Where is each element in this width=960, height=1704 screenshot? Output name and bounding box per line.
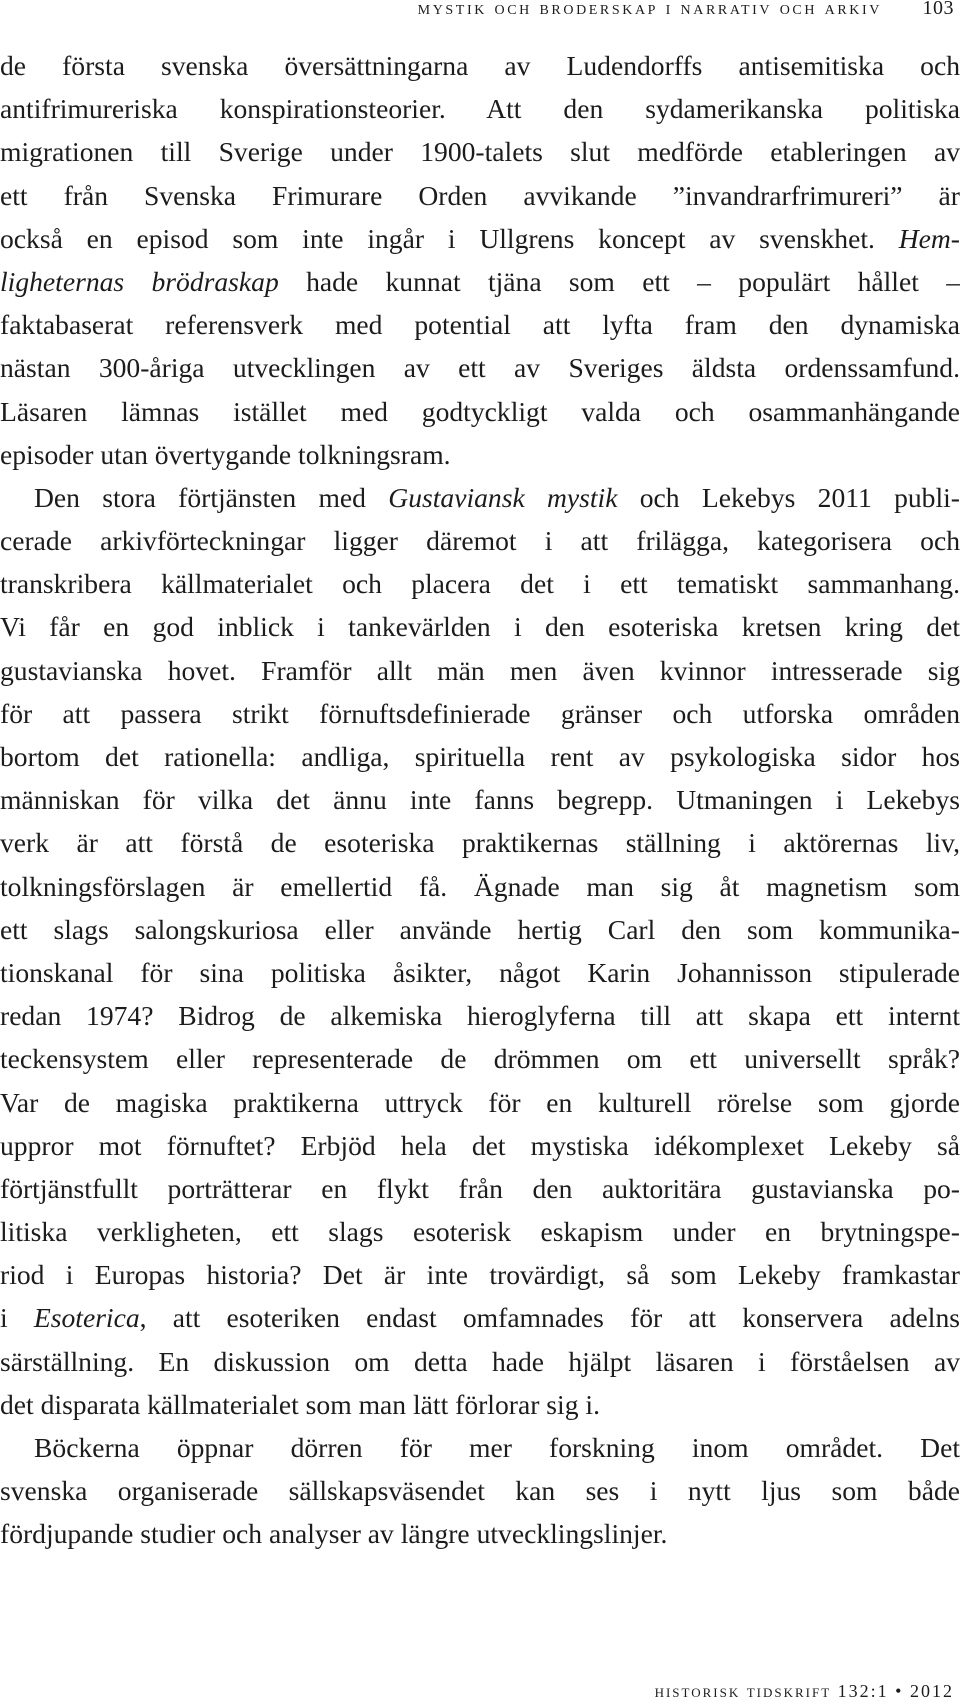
text-run: uppror mot förnuftet? Erbjöd hela det mystiska idékomplexet Lekeby så [0,1129,960,1161]
text-run: människan för vilka det ännu inte fanns begrepp. Utmaningen i Lekebys [0,784,960,816]
text-run: gustavianska hovet. Framför allt män men även kvinnor intresserade sig [0,654,960,686]
text-run: ett från Svenska Frimurare Orden avvikande ”invandrarfrimureri” är [0,179,960,211]
text-line [0,649,960,692]
text-run: Var de magiska praktikerna uttryck för en kulturell rörelse som gjorde [0,1086,960,1118]
text-line [0,519,960,562]
text-line [0,130,960,173]
text-line [0,692,960,735]
text-run: särställning. En diskussion om detta hade hjälpt läsaren i förståelsen av [0,1345,960,1377]
text-run: litiska verkligheten, ett slags esoterisk eskapism under en brytningspe- [0,1216,960,1248]
text-line [0,1124,960,1167]
text-line [0,476,960,519]
text-run: episoder utan övertygande tolkningsram. [0,438,451,470]
text-line [0,260,960,303]
text-run: Vi får en god inblick i tankevärlden i den esoteriska kretsen kring det [0,611,960,643]
text-run: nästan 300-åriga utvecklingen av ett av Sveriges äldsta ordenssamfund. [0,352,960,384]
text-run: Böckerna öppnar dörren för mer forskning inom området. Det [34,1432,960,1463]
text-run: hade kunnat tjäna som ett – populärt hållet – [278,265,960,297]
text-run: teckensystem eller representerade de drömmen om ett universellt språk? [0,1043,960,1075]
text-line [0,1512,960,1555]
text-run: bortom det rationella: andliga, spirituella rent av psykologiska sidor hos [0,741,960,772]
text-run: Den stora förtjänsten med [34,481,389,513]
text-line [0,1340,960,1383]
text-line [0,1383,960,1426]
italic-text-run: Esoterica [33,1302,140,1334]
italic-text-run: Gustaviansk mystik [388,481,618,513]
text-run: svenska organiserade sällskapsväsendet kan ses i nytt ljus som både [0,1475,960,1507]
text-run: ett slags salongskuriosa eller använde hertig Carl den som kommunika- [0,913,960,945]
text-run: faktabaserat referensverk med potential att lyfta fram den dynamiska [0,309,960,341]
text-line [0,1426,960,1469]
text-run: de första svenska översättningarna av Ludendorffs antisemitiska och [0,50,960,81]
running-title: mystik och broderskap i narrativ och arkiv [417,0,882,19]
text-run: också en episod som inte ingår i Ullgrens koncept av svenskhet. [0,222,899,254]
text-line [0,217,960,260]
text-run: och Lekebys 2011 publi- [617,481,960,513]
text-run: migrationen till Sverige under 1900-talets slut medförde etableringen av [0,136,960,168]
text-line [0,390,960,433]
text-line [0,1253,960,1296]
text-line [0,562,960,605]
italic-text-run: ligheternas brödraskap [0,265,279,297]
text-line [0,735,960,778]
text-run: , att esoteriken endast omfamnades för att konservera adelns [139,1302,960,1334]
text-run: fördjupande studier och analyser av längre utvecklingslinjer. [0,1518,668,1550]
text-run: tionskanal för sina politiska åsikter, något Karin Johannisson stipulerade [0,956,960,988]
text-line [0,821,960,864]
journal-footer: historisk tidskrift 132:1 • 2012 [654,1681,954,1701]
text-line [0,174,960,217]
text-run: i [0,1302,34,1334]
text-line [0,605,960,648]
text-run: cerade arkivförteckningar ligger däremot i att frilägga, kategorisera och [0,525,960,557]
text-run: transkribera källmaterialet och placera det i ett tematiskt sammanhang. [0,568,960,600]
text-run: Läsaren lämnas istället med godtyckligt valda och osammanhängande [0,395,960,427]
text-line [0,778,960,821]
text-line [0,951,960,994]
text-line [0,1469,960,1512]
text-run: det disparata källmaterialet som man lätt förlorar sig i. [0,1388,600,1420]
text-line [0,346,960,389]
text-run: för att passera strikt förnuftsdefinierade gränser och utforska områden [0,697,960,729]
text-line [0,1296,960,1339]
text-line [0,865,960,908]
text-line [0,1081,960,1124]
text-line [0,1167,960,1210]
text-line [0,87,960,130]
text-run: förtjänstfullt porträtterar en flykt från den auktoritära gustavianska po- [0,1172,960,1204]
body-text [0,44,960,1556]
text-line [0,433,960,476]
text-run: tolkningsförslagen är emellertid få. Ägnade man sig åt magnetism som [0,870,960,902]
text-line [0,1210,960,1253]
text-line [0,44,960,87]
text-line [0,1037,960,1080]
text-run: riod i Europas historia? Det är inte trovärdigt, så som Lekeby framkastar [0,1259,960,1291]
running-head [0,0,960,22]
text-run: antifrimureriska konspirationsteorier. Att den sydamerikanska politiska [0,93,960,125]
text-line [0,303,960,346]
text-run: verk är att förstå de esoteriska praktikernas ställning i aktörernas liv, [0,827,960,859]
text-line [0,994,960,1037]
text-line [0,908,960,951]
text-run: redan 1974? Bidrog de alkemiska hieroglyferna till att skapa ett internt [0,1000,960,1032]
page-number: 103 [922,0,954,19]
italic-text-run: Hem- [898,222,960,254]
